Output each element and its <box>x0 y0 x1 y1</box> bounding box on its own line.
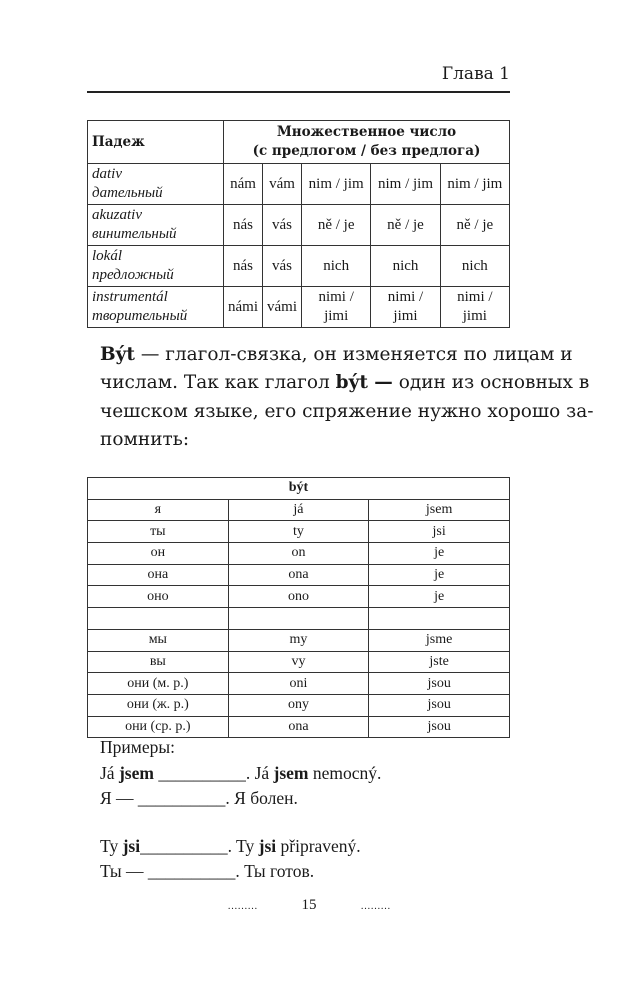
conjugation-cell: ono <box>228 586 369 608</box>
byt-conjugation-table <box>87 477 510 738</box>
left-dots: ……… <box>227 901 258 912</box>
bold: jsi <box>122 835 141 856</box>
para-line <box>100 341 573 369</box>
plural-header-line2: (с предлогом / без предлога) <box>252 143 481 159</box>
table-row <box>88 246 510 287</box>
pronoun-cell: ně / je <box>302 205 371 246</box>
conjugation-cell: je <box>369 543 510 565</box>
text: числам. Так как глагол <box>100 372 336 394</box>
example-line <box>100 834 381 860</box>
table-row <box>88 586 510 608</box>
conjugation-cell: jsou <box>369 716 510 738</box>
para-line: помнить: <box>100 428 190 450</box>
pronoun-cell: nimi / jimi <box>440 287 509 328</box>
text: připravený. <box>276 835 361 856</box>
conjugation-cell: jsme <box>369 629 510 651</box>
table-row <box>88 205 510 246</box>
page-number: 15 <box>301 897 317 913</box>
case-russian: предложный <box>92 267 174 283</box>
table-row <box>88 287 510 328</box>
para-line <box>100 369 590 397</box>
text: nemocný. <box>308 762 382 783</box>
case-cell <box>88 246 224 287</box>
pronoun-case-table <box>87 120 510 328</box>
conjugation-cell: они (ж. р.) <box>88 694 229 716</box>
conjugation-cell: он <box>88 543 229 565</box>
spacer <box>100 812 381 834</box>
chapter-header: Глава 1 <box>441 64 510 84</box>
pronoun-cell: nimi / jimi <box>302 287 371 328</box>
text: Já <box>100 762 119 783</box>
pronoun-cell: nich <box>371 246 440 287</box>
conjugation-cell: ony <box>228 694 369 716</box>
conjugation-cell: my <box>228 629 369 651</box>
text: __________. Ty <box>140 835 259 856</box>
conjugation-cell: on <box>228 543 369 565</box>
conjugation-cell: оно <box>88 586 229 608</box>
conjugation-cell: они (ср. р.) <box>88 716 229 738</box>
case-header: Падеж <box>88 121 224 164</box>
pronoun-cell: vám <box>263 164 302 205</box>
conjugation-cell: она <box>88 564 229 586</box>
page-footer <box>0 897 618 914</box>
header-rule <box>87 91 510 93</box>
plural-header <box>224 121 510 164</box>
pronoun-cell: nám <box>224 164 263 205</box>
conjugation-cell: vy <box>228 651 369 673</box>
bold: jsi <box>258 835 277 856</box>
body-paragraph <box>100 341 594 454</box>
case-cell <box>88 164 224 205</box>
example-line: Я — __________. Я болен. <box>100 788 298 808</box>
conjugation-cell: jsem <box>369 499 510 521</box>
conjugation-cell <box>88 608 229 630</box>
conjugation-cell <box>228 608 369 630</box>
conjugation-cell: ona <box>228 564 369 586</box>
examples-title: Примеры: <box>100 737 175 757</box>
pronoun-cell: námi <box>224 287 263 328</box>
text: Ty <box>100 835 123 856</box>
conjugation-cell: je <box>369 564 510 586</box>
pronoun-cell: vás <box>263 205 302 246</box>
case-czech: lokál <box>92 248 122 264</box>
table-row <box>88 499 510 521</box>
table-row <box>88 694 510 716</box>
pronoun-cell: nás <box>224 246 263 287</box>
example-line <box>100 761 381 787</box>
case-cell <box>88 287 224 328</box>
table-row <box>88 673 510 695</box>
pronoun-cell: nich <box>440 246 509 287</box>
conjugation-cell: мы <box>88 629 229 651</box>
conjugation-cell: я <box>88 499 229 521</box>
pronoun-cell: nim / jim <box>440 164 509 205</box>
pronoun-cell: ně / je <box>371 205 440 246</box>
case-russian: винительный <box>92 226 177 242</box>
bold-term: Být <box>100 344 135 365</box>
table-row <box>88 164 510 205</box>
case-czech: akuzativ <box>92 207 142 223</box>
conjugation-cell: jste <box>369 651 510 673</box>
conjugation-cell: вы <box>88 651 229 673</box>
case-czech: instrumentál <box>92 289 168 305</box>
conjugation-cell: ty <box>228 521 369 543</box>
table-row <box>88 629 510 651</box>
bold: jsem <box>118 762 154 783</box>
table-row <box>88 543 510 565</box>
table-row <box>88 651 510 673</box>
table-row <box>88 608 510 630</box>
bold-term: být — <box>335 372 393 394</box>
plural-header-line1: Множественное число <box>276 124 457 140</box>
conjugation-cell: oni <box>228 673 369 695</box>
bold: jsem <box>273 762 309 783</box>
pronoun-cell: nimi / jimi <box>371 287 440 328</box>
case-russian: творительный <box>92 308 188 324</box>
table-title: být <box>88 478 510 500</box>
conjugation-cell: jsi <box>369 521 510 543</box>
pronoun-cell: vás <box>263 246 302 287</box>
table-row <box>88 564 510 586</box>
table-row <box>88 521 510 543</box>
conjugation-cell: jsou <box>369 673 510 695</box>
case-russian: дательный <box>92 185 163 201</box>
conjugation-cell <box>369 608 510 630</box>
pronoun-cell: nich <box>302 246 371 287</box>
pronoun-cell: nim / jim <box>371 164 440 205</box>
conjugation-cell: jsou <box>369 694 510 716</box>
para-line: чешском языке, его спряжение нужно хорошо за- <box>100 400 594 422</box>
conjugation-cell: já <box>228 499 369 521</box>
text: — глагол-связка, он изменяется по лицам и <box>134 344 573 365</box>
pronoun-cell: nás <box>224 205 263 246</box>
conjugation-cell: je <box>369 586 510 608</box>
text: __________. Já <box>153 762 274 783</box>
case-czech: dativ <box>92 166 122 182</box>
example-line: Ты — __________. Ты готов. <box>100 861 315 881</box>
right-dots: ……… <box>360 901 391 912</box>
examples <box>100 735 381 885</box>
text: один из основных в <box>392 372 590 394</box>
pronoun-cell: nim / jim <box>302 164 371 205</box>
pronoun-cell: vámi <box>263 287 302 328</box>
case-cell <box>88 205 224 246</box>
conjugation-cell: ona <box>228 716 369 738</box>
conjugation-cell: ты <box>88 521 229 543</box>
pronoun-cell: ně / je <box>440 205 509 246</box>
conjugation-cell: они (м. р.) <box>88 673 229 695</box>
